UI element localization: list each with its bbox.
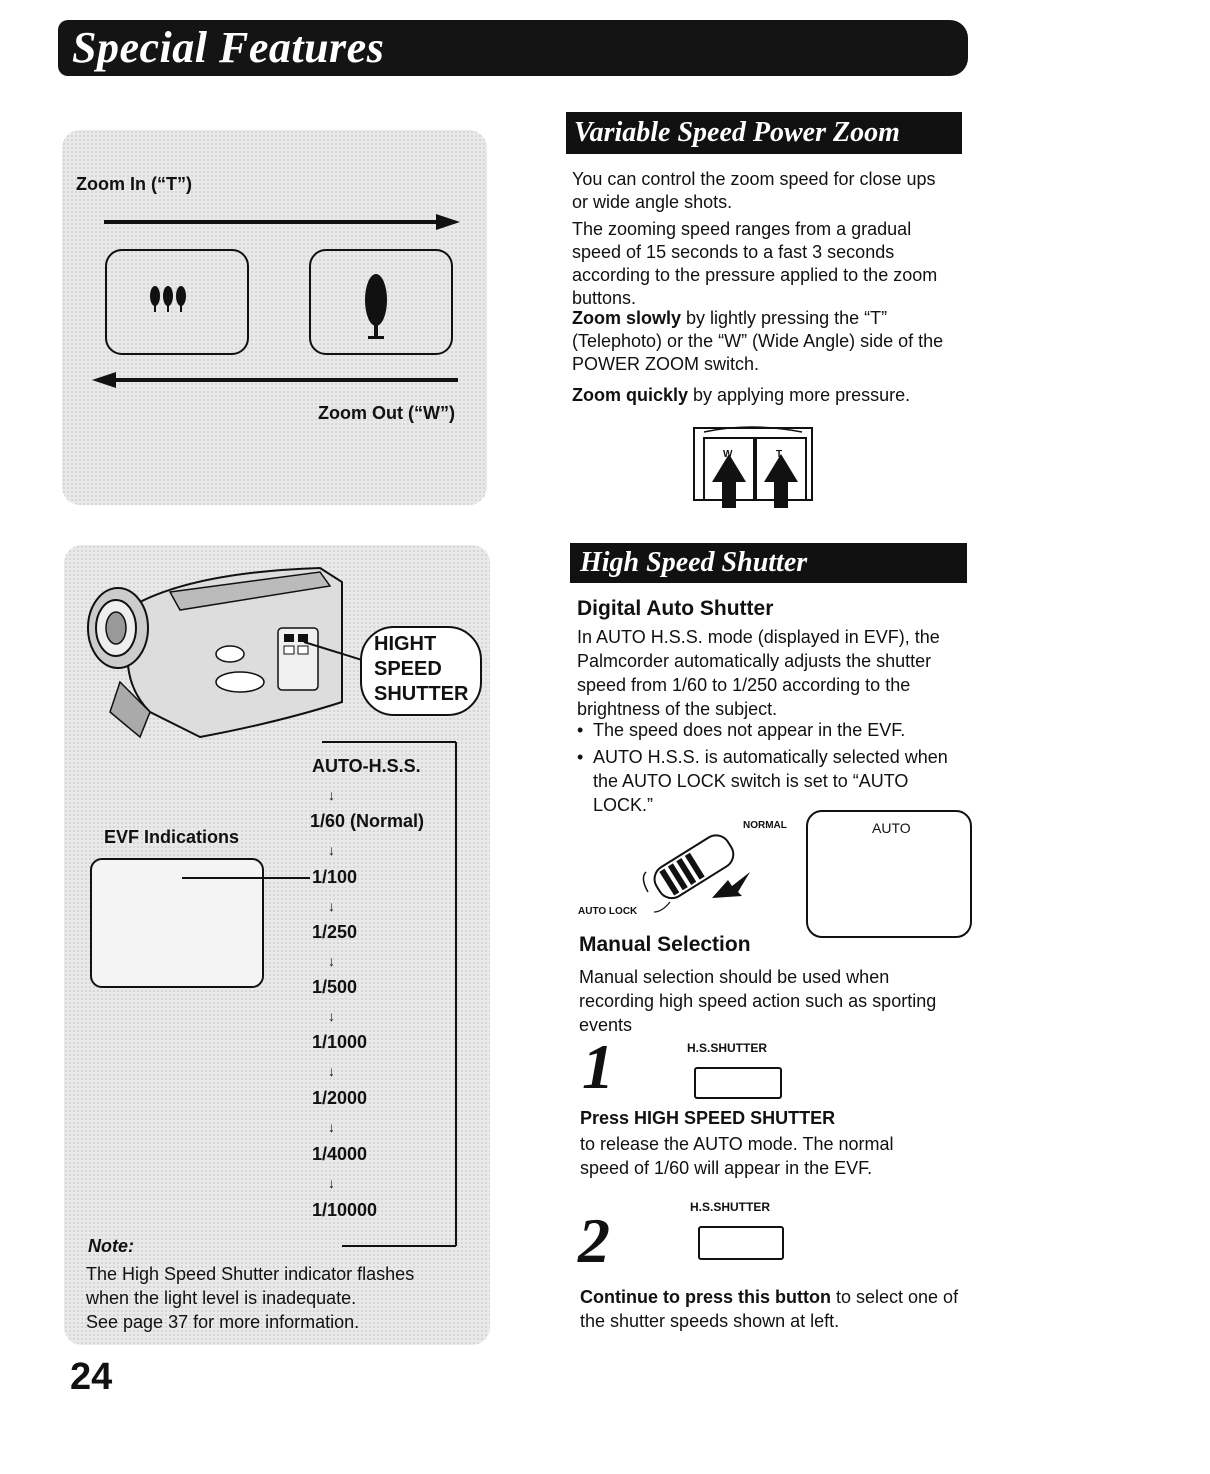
switch-w-label: W (723, 449, 733, 460)
step-1-number: 1 (582, 1031, 614, 1102)
down-arrow-icon: ↓ (328, 1175, 335, 1191)
digital-shutter-bullets (577, 718, 968, 817)
section-title-high-speed-shutter: High Speed Shutter (570, 543, 967, 583)
down-arrow-icon: ↓ (328, 1063, 335, 1079)
speed-1-100: 1/100 (312, 867, 358, 887)
zoom-quickly-paragraph (572, 384, 957, 407)
speed-1-2000: 1/2000 (312, 1088, 368, 1108)
switch-autolock-label: AUTO LOCK (578, 906, 638, 917)
step-2-number: 2 (578, 1205, 610, 1276)
down-arrow-icon: ↓ (328, 842, 335, 858)
variable-zoom-para2: The zooming speed ranges from a gradual speed of 15 seconds to a fast 3 seconds according to the pressure applied to the zoom buttons. (572, 219, 938, 308)
zoom-arrows-illustration (86, 200, 476, 400)
step-2-paragraph (580, 1285, 975, 1333)
callout-line-3: SHUTTER (374, 683, 469, 705)
hs-shutter-button[interactable] (698, 1226, 784, 1260)
speed-1-500: 1/500 (312, 977, 358, 997)
speed-1-1000: 1/1000 (312, 1032, 368, 1052)
zoom-slowly-bold: Zoom slowly (572, 308, 682, 328)
note-text (86, 1262, 414, 1334)
bullet-item: • AUTO H.S.S. is automatically selected when the AUTO LOCK switch is set to “AUTO LOCK.” (577, 747, 948, 815)
step-2-button-label: H.S.SHUTTER (690, 1200, 771, 1214)
speed-1-60: 1/60 (Normal) (310, 811, 425, 831)
down-arrow-icon: ↓ (328, 787, 335, 803)
note-title: Note: (88, 1236, 134, 1256)
step-1-button-label: H.S.SHUTTER (687, 1041, 768, 1055)
down-arrow-icon: ↓ (328, 1008, 335, 1024)
speed-1-4000: 1/4000 (312, 1144, 368, 1164)
note-line-1: The High Speed Shutter indicator flashes (86, 1264, 415, 1284)
note-line-2: when the light level is inadequate. (86, 1288, 357, 1308)
callout-line-2: SPEED (374, 658, 442, 680)
camcorder-illustration (80, 562, 360, 752)
switch-t-label: T (776, 449, 783, 460)
zoom-quickly-text: by applying more pressure. (688, 385, 911, 405)
manual-selection-text: Manual selection should be used when recording high speed action such as sporting events (579, 967, 937, 1035)
variable-zoom-para1: You can control the zoom speed for close ups or wide angle shots. (572, 169, 936, 212)
digital-auto-shutter-heading: Digital Auto Shutter (577, 597, 774, 620)
power-zoom-switch-illustration (690, 424, 816, 510)
down-arrow-icon: ↓ (328, 953, 335, 969)
page-title: Special Features (72, 23, 385, 72)
section-title-variable-zoom: Variable Speed Power Zoom (566, 112, 962, 154)
hss-callout-text (374, 632, 468, 707)
down-arrow-icon: ↓ (328, 1119, 335, 1135)
step-2-bold: Continue to press this button (580, 1287, 831, 1307)
zoom-quickly-bold: Zoom quickly (572, 385, 689, 405)
step-2-text: to select one of the shutter speeds shown at left. (580, 1287, 959, 1331)
zoom-in-label: Zoom In (“T”) (76, 174, 192, 194)
down-arrow-icon: ↓ (328, 898, 335, 914)
bullet-item: • The speed does not appear in the EVF. (577, 720, 906, 740)
manual-selection-heading: Manual Selection (579, 933, 751, 956)
callout-line-1: HIGHT (374, 633, 437, 655)
zoom-out-label: Zoom Out (“W”) (318, 403, 455, 423)
digital-auto-shutter-text: In AUTO H.S.S. mode (displayed in EVF), the Palmcorder automatically adjusts the shutter speed from 1/60 to 1/250 according to the brightness of the subject. (577, 627, 940, 719)
page-number: 24 (70, 1356, 113, 1398)
evf-indications-label: EVF Indications (104, 827, 240, 847)
step-1-text: to release the AUTO mode. The normal speed of 1/60 will appear in the EVF. (580, 1134, 894, 1178)
switch-normal-label: NORMAL (743, 820, 787, 831)
evf-pointer-line (182, 877, 310, 879)
speed-1-10000: 1/10000 (312, 1200, 378, 1220)
note-line-3: See page 37 for more information. (86, 1312, 360, 1332)
hs-shutter-button[interactable] (694, 1067, 782, 1099)
speed-1-250: 1/250 (312, 922, 358, 942)
evf-auto-text: AUTO (872, 820, 911, 836)
zoom-slowly-paragraph (572, 307, 957, 376)
step-1-heading: Press HIGH SPEED SHUTTER (580, 1108, 836, 1128)
zoom-slowly-text: by lightly pressing the “T” (Telephoto) or the “W” (Wide Angle) side of the POWER ZOOM switch. (572, 308, 944, 374)
speed-auto-hss: AUTO-H.S.S. (312, 756, 421, 776)
